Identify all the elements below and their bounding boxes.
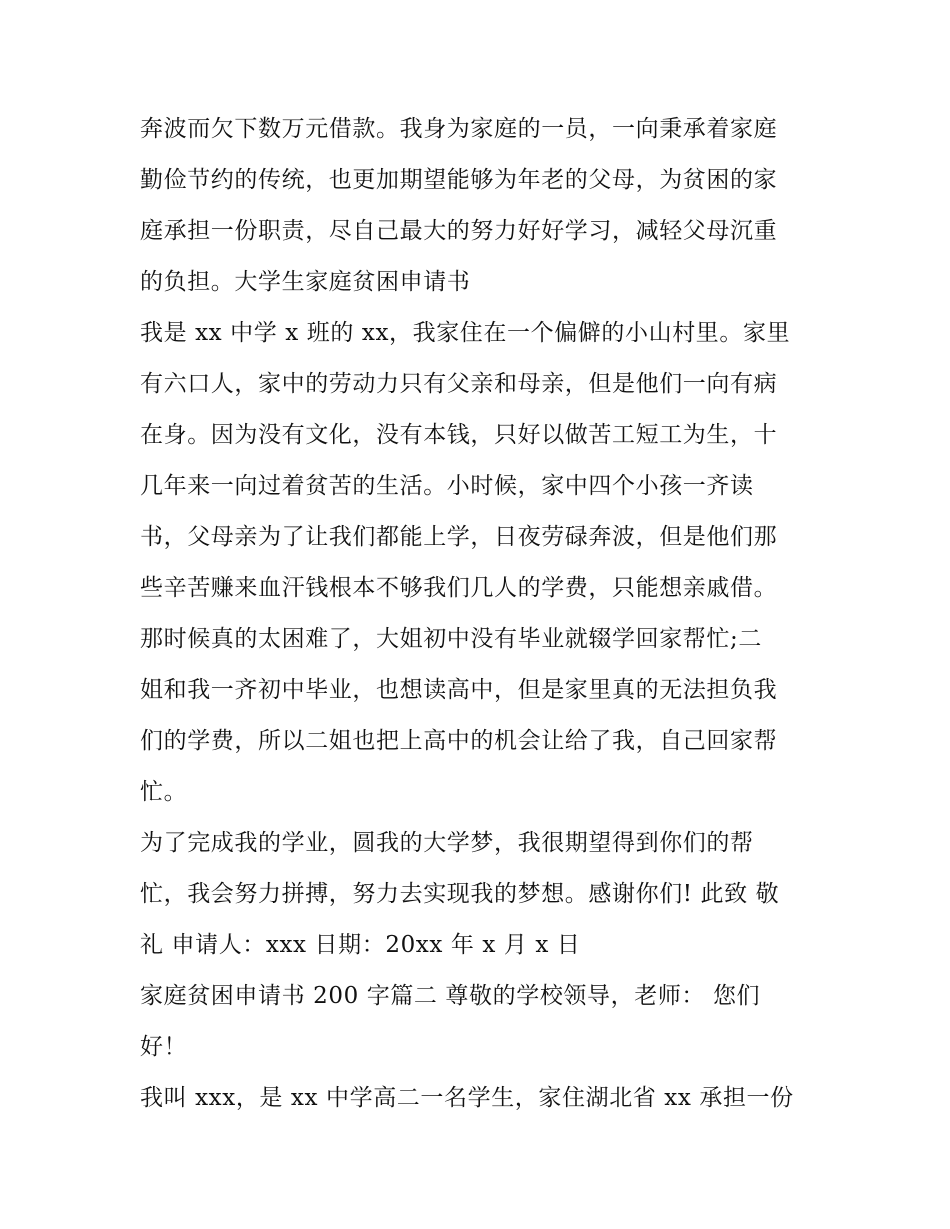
- text-line: 庭承担一份职责，尽自己最大的努力好好学习，减轻父母沉重: [140, 218, 778, 244]
- text-line: 忙，我会努力拼搏，努力去实现我的梦想。感谢你们! 此致 敬: [140, 881, 780, 907]
- text-line: 奔波而欠下数万元借款。我身为家庭的一员，一向秉承着家庭: [140, 116, 778, 142]
- text-line: 姐和我一齐初中毕业，也想读高中，但是家里真的无法担负我: [140, 677, 778, 703]
- text-line: 我叫 xxx，是 xx 中学高二一名学生，家住湖北省 xx 承担一份: [140, 1085, 794, 1111]
- text-line: 家庭贫困申请书 200 字篇二 尊敬的学校领导，老师： 您们: [140, 983, 761, 1009]
- text-line: 们的学费，所以二姐也把上高中的机会让给了我，自己回家帮: [140, 728, 778, 754]
- text-line: 的负担。大学生家庭贫困申请书: [140, 269, 471, 295]
- text-line: 勤俭节约的传统，也更加期望能够为年老的父母，为贫困的家: [140, 167, 778, 193]
- text-line: 有六口人，家中的劳动力只有父亲和母亲，但是他们一向有病: [140, 371, 778, 397]
- document-body: [140, 104, 820, 1124]
- text-line: 几年来一向过着贫苦的生活。小时候，家中四个小孩一齐读: [140, 473, 754, 499]
- text-line: 在身。因为没有文化，没有本钱，只好以做苦工短工为生，十: [140, 422, 778, 448]
- text-line: 书，父母亲为了让我们都能上学，日夜劳碌奔波，但是他们那: [140, 524, 778, 550]
- text-line: 礼 申请人：xxx 日期：20xx 年 x 月 x 日: [140, 932, 581, 958]
- text-line: 那时候真的太困难了，大姐初中没有毕业就辍学回家帮忙;二: [140, 626, 762, 652]
- text-line: 我是 xx 中学 x 班的 xx，我家住在一个偏僻的小山村里。家里: [140, 320, 791, 346]
- text-line: 些辛苦赚来血汗钱根本不够我们几人的学费，只能想亲戚借。: [140, 575, 778, 601]
- text-line: 忙。: [140, 779, 188, 805]
- text-line: 为了完成我的学业，圆我的大学梦，我很期望得到你们的帮: [140, 830, 754, 856]
- text-line: 好！: [140, 1034, 188, 1060]
